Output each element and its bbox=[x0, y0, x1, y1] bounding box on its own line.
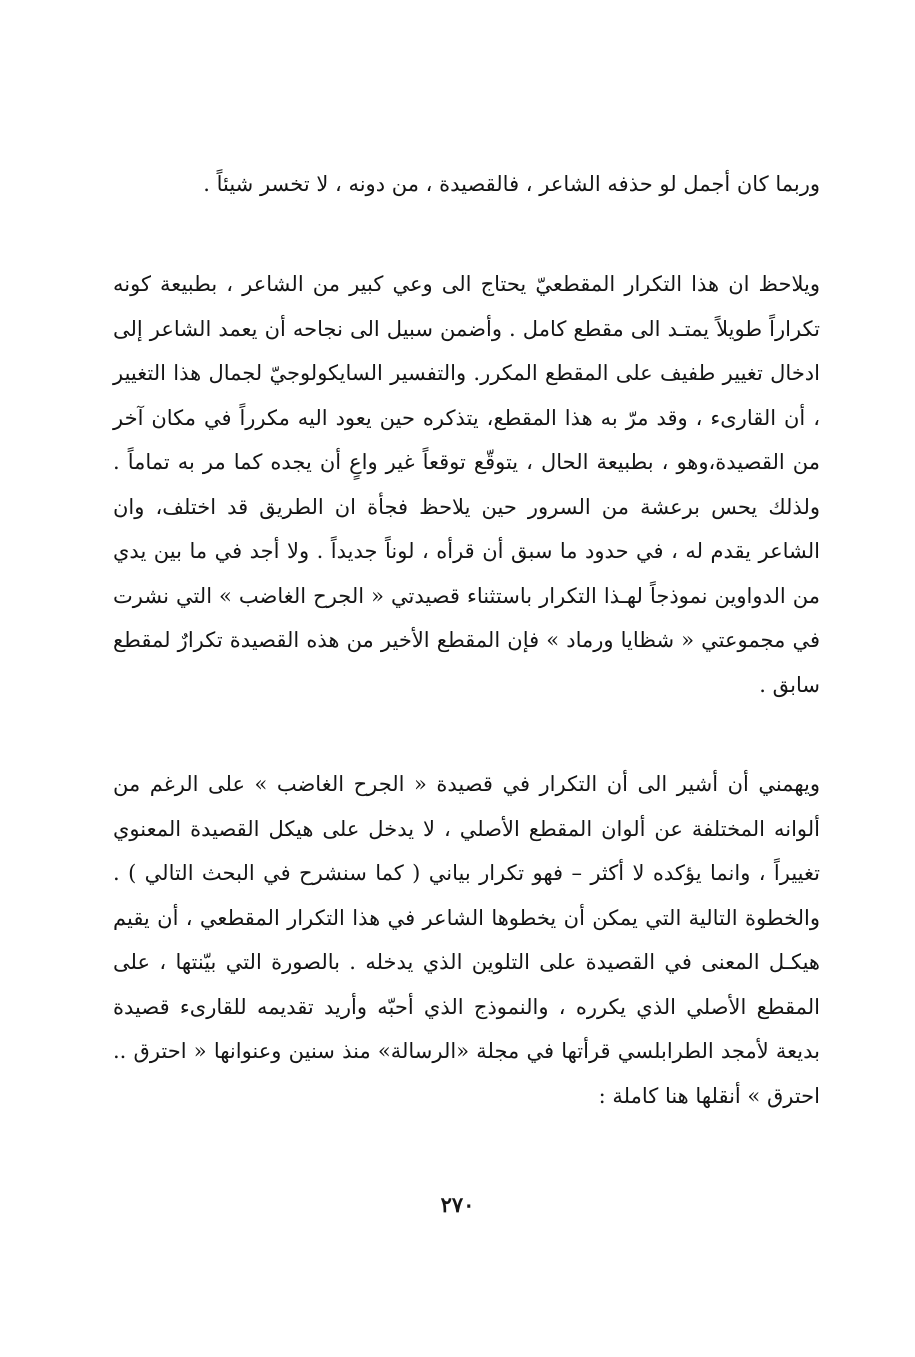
paragraph-3: ويهمني أن أشير الى أن التكرار في قصيدة « الجرح الغاضب » على الرغم من ألوانه المختلفة عن ألوان المقطع الأصلي ، لا يدخل على هيكل القصيدة المعنوي تغييراً ، وانما يؤكده لا أكثر – فهو تكرار بياني ( كما سنشرح في البحث التالي ) . والخطوة التالية التي يمكن أن يخطوها الشاعر في هذا التكرار المقطعي ، أن يقيم هيكـل المعنى في القصيدة على التلوين الذي يدخله . بالصورة التي بيّنتها ، على المقطع الأصلي الذي يكرره ، والنموذج الذي أحبّه وأريد تقديمه للقارىء قصيدة بديعة لأمجد الطرابلسي قرأتها في مجلة «الرسالة» منذ سنين وعنوانها « احترق .. احترق » أنقلها هنا كاملة : bbox=[113, 772, 820, 1108]
page-number: ٢٧٠ bbox=[440, 1192, 475, 1217]
paragraph-1: وربما كان أجمل لو حذفه الشاعر ، فالقصيدة ، من دونه ، لا تخسر شيئاً . bbox=[203, 172, 820, 196]
paragraph-2: ويلاحظ ان هذا التكرار المقطعيّ يحتاج الى وعي كبير من الشاعر ، بطبيعة كونه تكراراً طويلاً يمتـد الى مقطع كامل . وأضمن سبيل الى نجاحه أن يعمد الشاعر إلى ادخال تغيير طفيف على المقطع المكرر. والتفسير السايكولوجيّ لجمال هذا التغيير ، أن القارىء ، وقد مرّ به هذا المقطع، يتذكره حين يعود اليه مكرراً في مكان آخر من القصيدة،وهو ، بطبيعة الحال ، يتوقّع توقعاً غير واعٍ أن يجده كما مر به تماماً . ولذلك يحس برعشة من السرور حين يلاحظ فجأة ان الطريق قد اختلف، وان الشاعر يقدم له ، في حدود ما سبق أن قرأه ، لوناً جديداً . ولا أجد في ما بين يدي من الدواوين نموذجاً لهـذا التكرار باستثناء قصيدتي « الجرح الغاضب » التي نشرت في مجموعتي « شظايا ورماد » فإن المقطع الأخير من هذه القصيدة تكرارٌ لمقطع سابق . bbox=[113, 272, 820, 697]
